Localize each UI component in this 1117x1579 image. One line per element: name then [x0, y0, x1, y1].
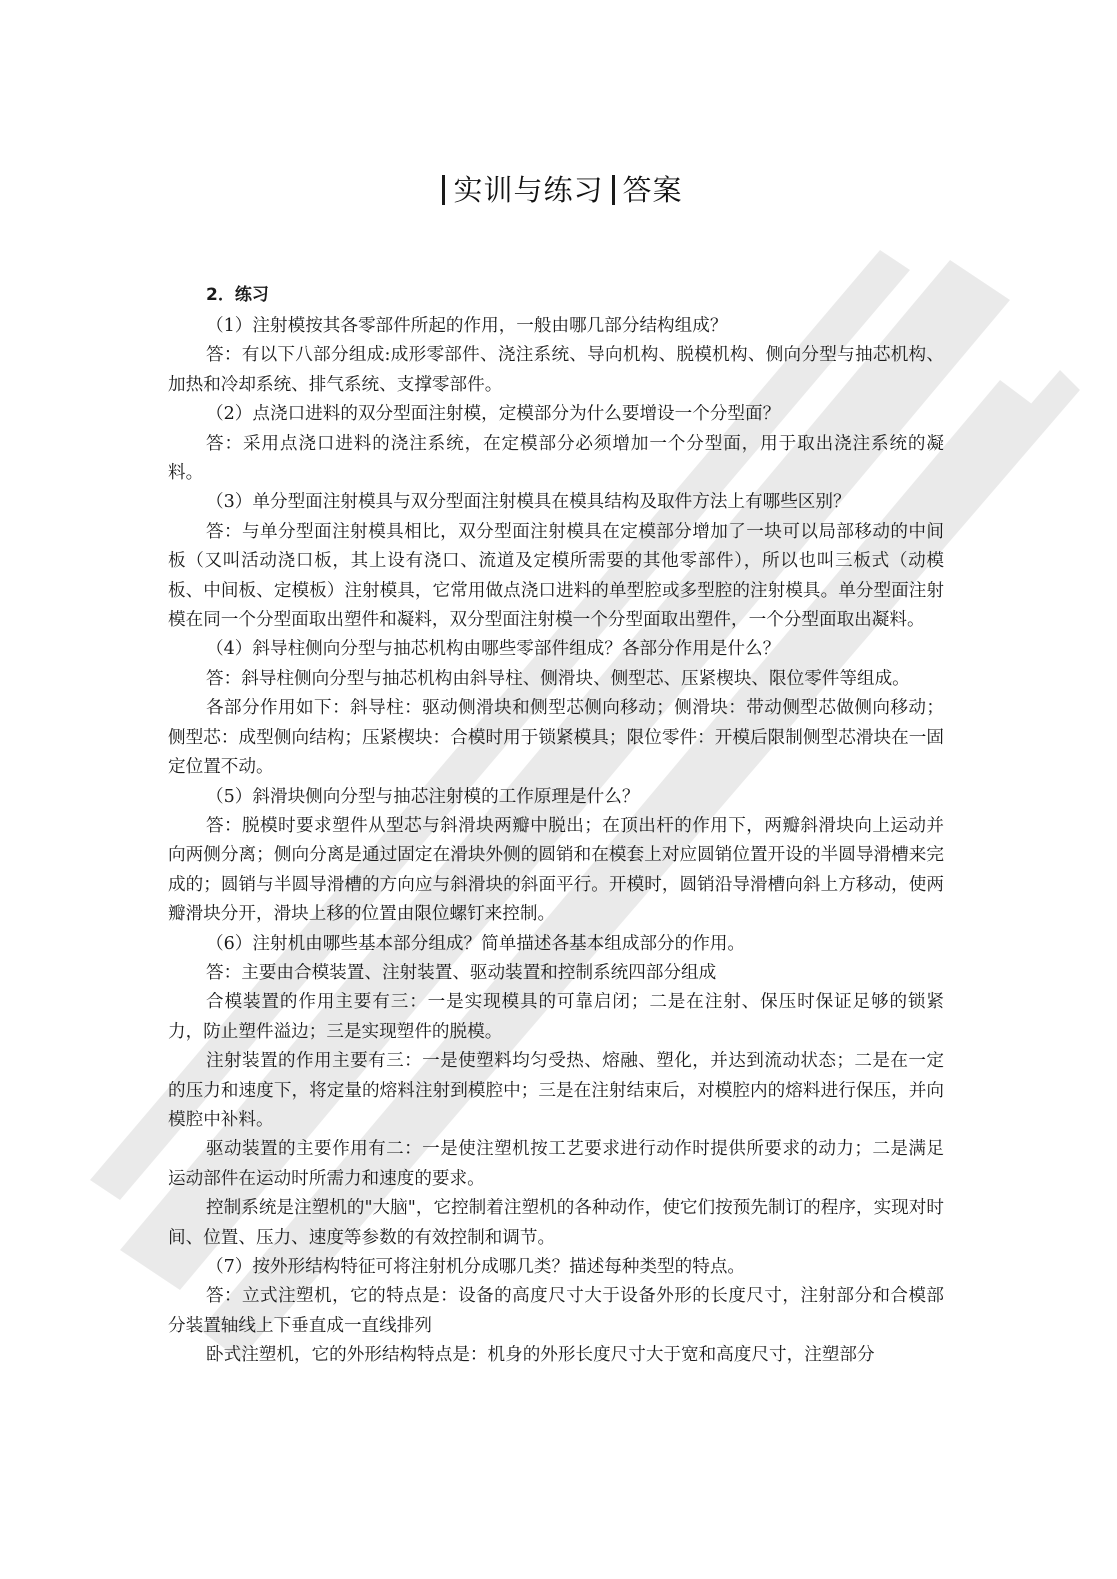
answer-6-control: 控制系统是注塑机的"大脑"，它控制着注塑机的各种动作，使它们按预先制订的程序，实现对时间、位置、压力、速度等参数的有效控制和调节。: [168, 1198, 944, 1248]
answer-1: 答：有以下八部分组成:成形零部件、浇注系统、导向机构、脱模机构、侧向分型与抽芯机构、加热和冷却系统、排气系统、支撑零部件。: [168, 345, 944, 395]
header-title: 实训与练习: [453, 173, 604, 207]
answer-4: 答：斜导柱侧向分型与抽芯机构由斜导柱、侧滑块、侧型芯、压紧楔块、限位零件等组成。: [206, 668, 910, 689]
question-4: （4）斜导柱侧向分型与抽芯机构由哪些零部件组成？各部分作用是什么？: [206, 639, 781, 660]
question-2: （2）点浇口进料的双分型面注射模，定模部分为什么要增设一个分型面？: [206, 404, 781, 425]
header-subtitle: 答案: [622, 173, 683, 207]
question-1: （1）注射模按其各零部件所起的作用，一般由哪几部分结构组成？: [206, 316, 728, 336]
question-6: （6）注射机由哪些基本部分组成？简单描述各基本组成部分的作用。: [206, 933, 746, 954]
header-divider-left: [442, 175, 445, 205]
answer-2: 答：采用点浇口进料的浇注系统，在定模部分必须增加一个分型面，用于取出浇注系统的凝料。: [168, 433, 944, 484]
answer-6-injection: 注射装置的作用主要有三：一是使塑料均匀受热、熔融、塑化，并达到流动状态；二是在一定的压力和速度下，将定量的熔料注射到模腔中；三是在注射结束后，对模腔内的熔料进行保压，并向模腔中补料。: [168, 1051, 944, 1130]
answer-6-clamping: 合模装置的作用主要有三：一是实现模具的可靠启闭；二是在注射、保压时保证足够的锁紧力，防止塑件溢边；三是实现塑件的脱模。: [168, 992, 944, 1042]
answer-6-drive: 驱动装置的主要作用有二：一是使注塑机按工艺要求进行动作时提供所要求的动力；二是满足运动部件在运动时所需力和速度的要求。: [168, 1139, 944, 1189]
answer-3: 答：与单分型面注射模具相比，双分型面注射模具在定模部分增加了一块可以局部移动的中间板（又叫活动浇口板，其上设有浇口、流道及定模所需要的其他零部件），所以也叫三板式（动模板、中间板、定模板）注射模具，它常用做点浇口进料的单型腔或多型腔的注射模具。单分型面注射模在同一个分型面取出塑件和凝料，双分型面注射模一个分型面取出塑件，一个分型面取出凝料。: [168, 521, 944, 631]
question-5: （5）斜滑块侧向分型与抽芯注射模的工作原理是什么？: [206, 786, 640, 807]
answer-4-detail: 各部分作用如下：斜导柱：驱动侧滑块和侧型芯侧向移动；侧滑块：带动侧型芯做侧向移动；侧型芯：成型侧向结构；压紧楔块：合模时用于锁紧模具；限位零件：开模后限制侧型芯滑块在一固定位置不动。: [168, 698, 944, 778]
answer-7-vertical: 答：立式注塑机，它的特点是：设备的高度尺寸大于设备外形的长度尺寸，注射部分和合模部分装置轴线上下垂直成一直线排列: [168, 1286, 944, 1336]
question-3: （3）单分型面注射模具与双分型面注射模具在模具结构及取件方法上有哪些区别？: [206, 492, 851, 513]
answer-5: 答：脱模时要求塑件从型芯与斜滑块两瓣中脱出；在顶出杆的作用下，两瓣斜滑块向上运动并向两侧分离；侧向分离是通过固定在滑块外侧的圆销和在模套上对应圆销位置开设的半圆导滑槽来完成的；圆销与半圆导滑槽的方向应与斜滑块的斜面平行。开模时，圆销沿导滑槽向斜上方移动，使两瓣滑块分开，滑块上移的位置由限位螺钉来控制。: [168, 815, 944, 925]
section-heading: 2．练习: [206, 285, 269, 305]
answer-6: 答：主要由合模装置、注射装置、驱动装置和控制系统四部分组成: [206, 962, 717, 983]
question-7: （7）按外形结构特征可将注射机分成哪几类？描述每种类型的特点。: [206, 1257, 746, 1277]
page-header: [0, 168, 1117, 209]
answer-7-horizontal: 卧式注塑机，它的外形结构特点是：机身的外形长度尺寸大于宽和高度尺寸，注塑部分: [206, 1345, 875, 1366]
header-divider-right: [612, 175, 615, 205]
document-body: [168, 280, 944, 1371]
